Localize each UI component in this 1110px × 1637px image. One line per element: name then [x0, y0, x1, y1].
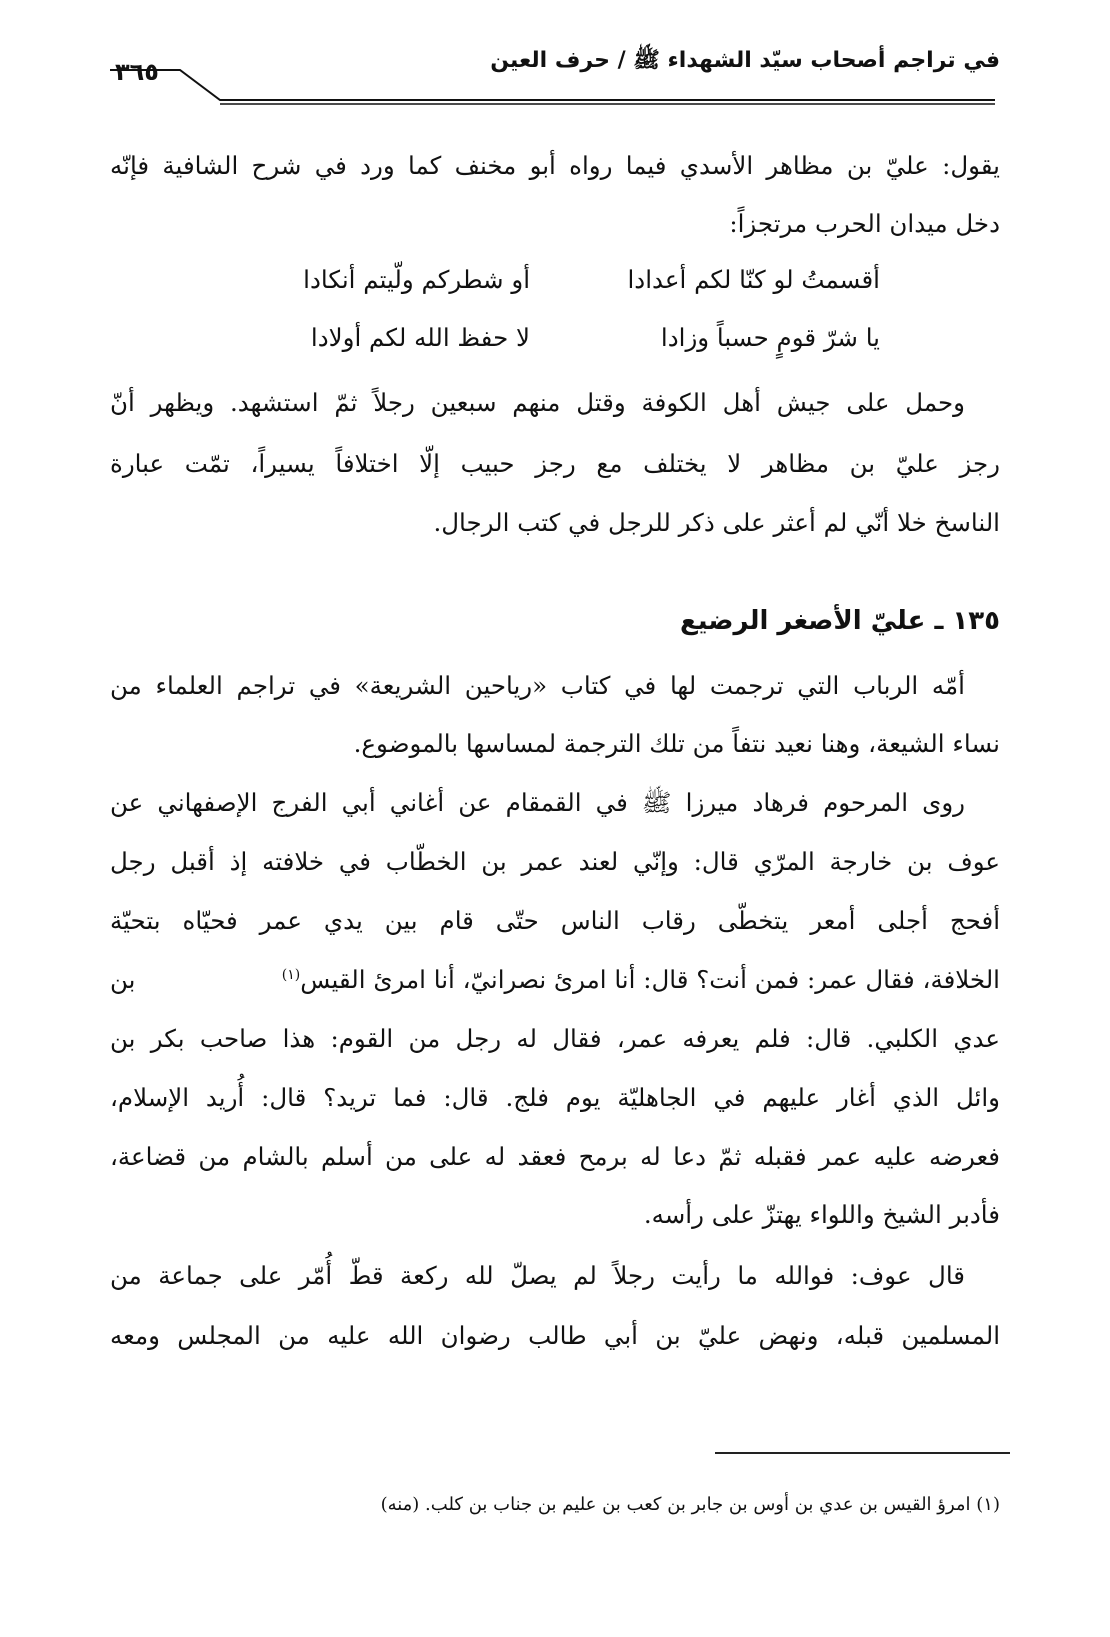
text-line: رجز عليّ بن مظاهر لا يختلف مع رجز حبيب إلّا اختلافاً يسيراً، تمّت عبارة: [110, 449, 1000, 478]
verse-1-first: أقسمتُ لو كنّا لكم أعدادا: [627, 265, 880, 294]
text-segment: الخلافة، فقال عمر: فمن أنت؟ قال: أنا امرئ نصرانيّ، أنا امرئ القيس: [300, 965, 1000, 994]
text-line: يقول: عليّ بن مظاهر الأسدي فيما رواه أبو مخنف كما ورد في شرح الشافية فإنّه: [110, 151, 1000, 180]
text-line: المسلمين قبله، ونهض عليّ بن أبي طالب رضوان الله عليه من المجلس ومعه: [110, 1321, 1000, 1350]
footnote: (١) امرؤ القيس بن عدي بن أوس بن جابر بن كعب بن عليم بن جناب بن كلب. (منه): [380, 1494, 1000, 1515]
running-header-title: في تراجم أصحاب سيّد الشهداء ﷺ / حرف العين: [490, 48, 1000, 73]
text-line: روى المرحوم فرهاد ميرزا ﷺ في القمقام عن أغاني أبي الفرج الإصفهاني عن: [110, 788, 965, 817]
verse-2-first: يا شرّ قومٍ حسباً وزادا: [660, 323, 880, 352]
page-number: ٣٦٥: [115, 58, 159, 86]
text-line: عوف بن خارجة المرّي قال: وإنّي لعند عمر بن الخطّاب في خلافته إذ أقبل رجل: [110, 847, 1000, 876]
text-line: فأدبر الشيخ واللواء يهتزّ على رأسه.: [643, 1200, 1000, 1229]
text-line: فعرضه عليه عمر فقبله ثمّ دعا له برمح فعقد له على من أسلم بالشام من قضاعة،: [110, 1142, 1000, 1171]
text-line: أفحج أجلى أمعر يتخطّى رقاب الناس حتّى قام بين يدي عمر فحيّاه بتحيّة: [110, 906, 1000, 935]
text-line: عدي الكلبي. قال: فلم يعرفه عمر، فقال له رجل من القوم: هذا صاحب بكر بن: [110, 1024, 1000, 1053]
text-line: قال عوف: فوالله ما رأيت رجلاً لم يصلّ لله ركعة قطّ أُمّر على جماعة من: [110, 1261, 965, 1290]
text-line-with-footnote: [110, 962, 1000, 1002]
footnote-rule: [715, 1452, 1010, 1454]
verse-2-second: لا حفظ الله لكم أولادا: [310, 323, 530, 352]
verse-1-second: أو شطركم ولّيتم أنكادا: [303, 265, 530, 294]
section-heading: ١٣٥ ـ عليّ الأصغر الرضيع: [680, 606, 1000, 636]
text-segment: بن: [110, 965, 136, 994]
text-line: الناسخ خلا أنّي لم أعثر على ذكر للرجل في كتب الرجال.: [433, 508, 1000, 537]
text-line: أمّه الرباب التي ترجمت لها في كتاب «رياحين الشريعة» في تراجم العلماء من: [110, 671, 965, 700]
text-line: وائل الذي أغار عليهم في الجاهليّة يوم فلج. قال: فما تريد؟ قال: أُريد الإسلام،: [110, 1083, 1000, 1112]
text-line: وحمل على جيش أهل الكوفة وقتل منهم سبعين رجلاً ثمّ استشهد. ويظهر أنّ: [110, 388, 965, 417]
text-line: نساء الشيعة، وهنا نعيد نتفاً من تلك الترجمة لمساسها بالموضوع.: [353, 729, 1000, 758]
text-line: دخل ميدان الحرب مرتجزاً:: [729, 209, 1000, 238]
footnote-reference: (١): [281, 966, 301, 983]
